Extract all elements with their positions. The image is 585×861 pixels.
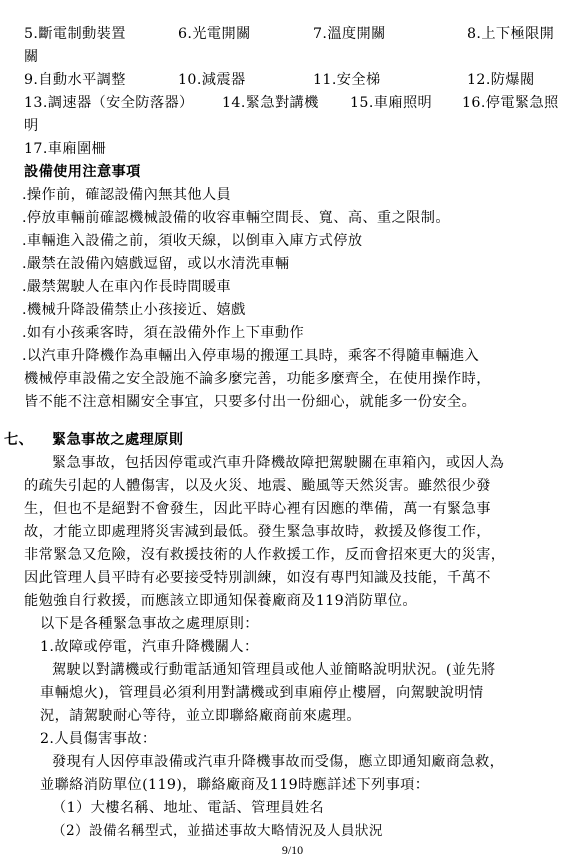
- section-intro: 以下是各種緊急事故之處理原則：: [40, 616, 259, 632]
- section-paragraph-line: 的疏失引起的人體傷害，以及火災、地震、颱風等天然災害。雖然很少發: [24, 478, 491, 494]
- item-title: 2.人員傷害事故：: [40, 731, 157, 747]
- equipment-item: 14.緊急對講機: [222, 95, 319, 111]
- section-paragraph-line: 非常緊急又危險，沒有救援技術的人作救援工作，反而會招來更大的災害，: [24, 547, 506, 563]
- section-paragraph-line: 生，但也不是絕對不會發生，因此平時心裡有因應的準備，萬一有緊急事: [24, 501, 491, 517]
- item-line: 車輛熄火)，管理員必須利用對講機或到車廂停止樓層，向駕駛說明情: [40, 685, 484, 701]
- section-title: 緊急事故之處理原則: [52, 432, 184, 448]
- sub-item: （1）大樓名稱、地址、電話、管理員姓名: [52, 800, 325, 816]
- usage-note: .嚴禁在設備內嬉戲逗留，或以水清洗車輛: [22, 256, 290, 272]
- equipment-item: 15.車廂照明: [350, 95, 433, 111]
- section-paragraph-line: 緊急事故，包括因停電或汽車升降機故障把駕駛關在車箱內，或因人為: [52, 455, 505, 471]
- usage-note: .以汽車升降機作為車輛出入停車場的搬運工具時，乘客不得隨車輛進入: [22, 348, 480, 364]
- usage-note: 皆不能不注意相關安全事宜，只要多付出一份細心，就能多一份安全。: [24, 394, 477, 410]
- equipment-item: 6.光電開關: [178, 26, 251, 42]
- page-number: 9/10: [281, 843, 304, 857]
- equipment-item: 明: [24, 118, 39, 134]
- equipment-item: 13.調速器（安全防落器）: [24, 95, 194, 111]
- equipment-item: 12.防爆閥: [467, 72, 535, 88]
- usage-notes-heading: 設備使用注意事項: [24, 164, 141, 180]
- item-line: 發現有人因停車設備或汽車升降機事故而受傷，應立即通知廠商急救，: [52, 754, 505, 770]
- usage-note: .機械升降設備禁止小孩接近、嬉戲: [22, 302, 246, 318]
- section-paragraph-line: 故，才能立即處理將災害減到最低。發生緊急事故時，救援及修復工作，: [24, 524, 491, 540]
- section-number: 七、: [4, 432, 34, 448]
- equipment-item: 17.車廂圍柵: [24, 141, 107, 157]
- equipment-item: 8.上下極限開: [467, 26, 555, 42]
- usage-note: 機械停車設備之安全設施不論多麼完善，功能多麼齊全，在使用操作時，: [24, 371, 491, 387]
- section-paragraph-line: 因此管理人員平時有必要接受特別訓練，如沒有專門知識及技能，千萬不: [24, 570, 491, 586]
- sub-item: （2）設備名稱型式，並描述事故大略情況及人員狀況: [52, 823, 383, 839]
- equipment-item: 16.停電緊急照: [462, 95, 559, 111]
- equipment-item: 10.減震器: [178, 72, 246, 88]
- item-title: 1.故障或停電，汽車升降機關人：: [40, 639, 259, 655]
- item-line: 況，請駕駛耐心等待，並立即聯絡廠商前來處理。: [40, 708, 361, 724]
- equipment-item: 7.溫度開關: [313, 26, 386, 42]
- item-line: 駕駛以對講機或行動電話通知管理員或他人並簡略說明狀況。(並先將: [52, 662, 496, 678]
- usage-note: .車輛進入設備之前，須收天線，以倒車入庫方式停放: [22, 233, 363, 249]
- usage-note: .如有小孩乘客時，須在設備外作上下車動作: [22, 325, 305, 341]
- usage-note: .操作前，確認設備內無其他人員: [22, 187, 232, 203]
- equipment-item: 關: [24, 49, 39, 65]
- equipment-item: 11.安全梯: [313, 72, 381, 88]
- usage-note: .停放車輛前確認機械設備的收容車輛空間長、寬、高、重之限制。: [22, 210, 450, 226]
- item-line: 並聯絡消防單位(119)，聯絡廠商及119時應詳述下列事項：: [40, 777, 430, 793]
- usage-note: .嚴禁駕駛人在車內作長時間暖車: [22, 279, 232, 295]
- equipment-item: 9.自動水平調整: [24, 72, 126, 88]
- section-paragraph-line: 能勉強自行救援，而應該立即通知保養廠商及119消防單位。: [24, 593, 417, 609]
- equipment-item: 5.斷電制動裝置: [24, 26, 126, 42]
